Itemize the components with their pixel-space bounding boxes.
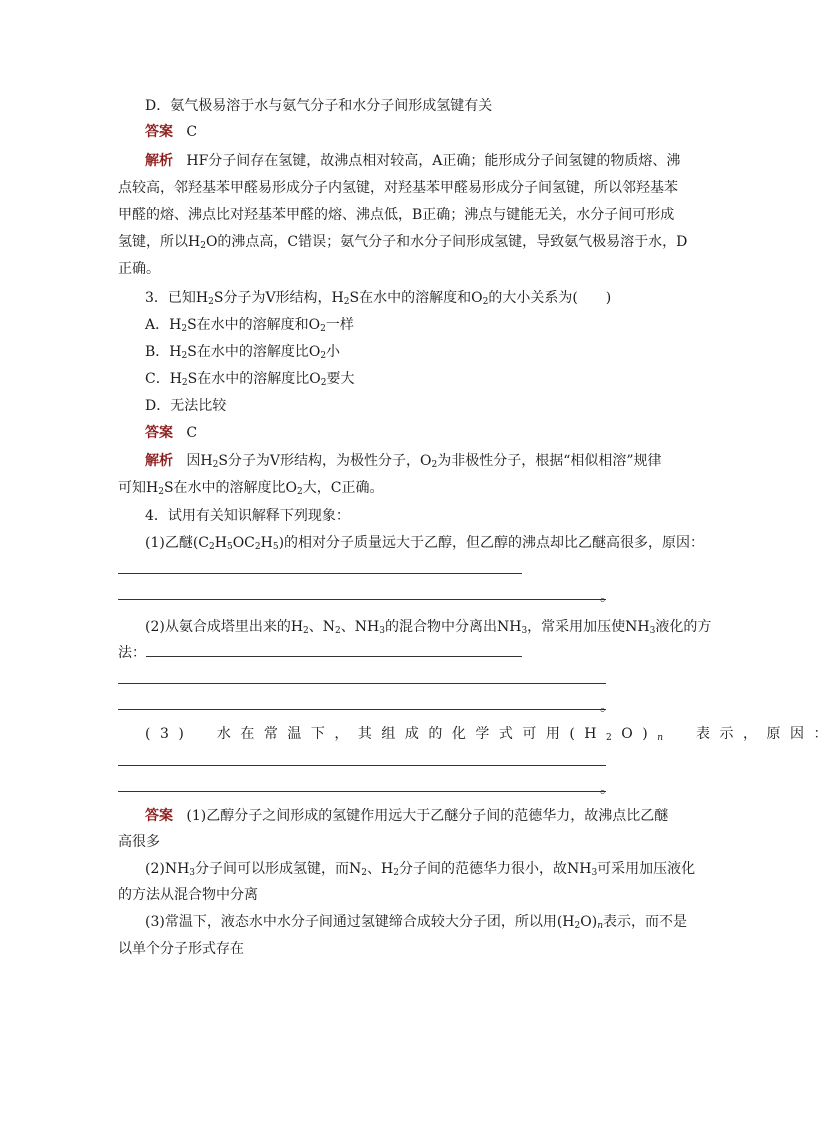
blank-line[interactable] [146,656,522,657]
q4-stem: 4．试用有关知识解释下列现象： [145,508,350,524]
q4-answer-3: (3)常温下，液态水中水分子间通过氢键缔合成较大分子团，所以用$(H_2O)_n$表示，而不是 [145,914,687,931]
q4-part-2: (2)从氨合成塔里出来的$H_2$、$N_2$、$NH_3$的混合物中分离出$NH_3$，常采用加压使$NH_3$液化的方 [145,619,712,636]
blank-line[interactable] [118,765,606,766]
analysis-label: 解析 [145,453,173,469]
q4-answer-1: 答案 (1)乙醇分子之间形成的氢键作用远大于乙醚分子间的范德华力，故沸点比乙醚 [145,808,669,824]
q3-option-a: A．$H_2S$在水中的溶解度和$O_2$一样 [145,317,354,334]
q4-answer-3-cont: 以单个分子形式存在 [118,941,244,957]
q3-option-b: B．$H_2S$在水中的溶解度比$O_2$小 [145,344,341,361]
q4-part-3: (3) 水在常温下，其组成的化学式可用$(H_2O)_n$ 表示，原因： [145,726,837,743]
q3-option-c: C．$H_2S$在水中的溶解度比$O_2$要大 [145,371,355,388]
answer-label: 答案 [145,124,173,140]
q2-analysis-line-2: 点较高，邻羟基苯甲醛易形成分子内氢键，对羟基苯甲醛易形成分子间氢键，所以邻羟基苯 [118,180,678,196]
answer-label: 答案 [145,425,173,441]
q4-answer-1-cont: 高很多 [118,834,160,850]
blank-line[interactable] [118,709,606,710]
q2-analysis-line-4: 氢键，所以$H_2O$的沸点高，C错误；氨气分子和水分子间形成氢键，导致氨气极易溶于水，D [118,234,688,251]
blank-line[interactable] [118,573,522,574]
analysis-label: 解析 [145,153,173,169]
q4-part-2-cont: 法： [118,645,146,661]
q3-answer: 答案 C [145,425,198,441]
blank-line[interactable] [118,599,606,600]
period: 。 [600,699,614,715]
q4-part-1: (1)乙醚$(C_2H_5OC_2H_5)$的相对分子质量远大于乙醇，但乙醇的沸点却比乙醚高很多，原因： [145,535,705,552]
q2-answer: 答案 C [145,124,198,140]
q2-analysis-line-3: 甲醛的熔、沸点比对羟基苯甲醛的熔、沸点低，B正确；沸点与键能无关，水分子间可形成 [118,207,675,223]
q4-answer-2: $(2)NH_3$分子间可以形成氢键，而$N_2$、$H_2$分子间的范德华力很小，故$NH_3$可采用加压液化 [145,861,696,878]
period: 。 [600,589,614,605]
blank-line[interactable] [118,683,606,684]
blank-line[interactable] [118,791,606,792]
period: 。 [600,781,614,797]
q2-analysis-line-5: 正确。 [118,261,160,277]
q4-answer-2-cont: 的方法从混合物中分离 [118,887,258,903]
q3-analysis-line-2: 可知$H_2S$在水中的溶解度比$O_2$大，C正确。 [118,480,384,497]
q2-option-d: D．氨气极易溶于水与氨气分子和水分子间形成氢键有关 [145,98,493,114]
q3-stem: 3．已知$H_2S$分子为V形结构，$H_2S$在水中的溶解度和$O_2$的大小关系为( ) [145,290,612,307]
q3-analysis-line-1: 解析 因$H_2S$分子为V形结构，为极性分子，$O_2$为非极性分子，根据“相似相溶”规律 [145,453,662,470]
q2-analysis-line-1: 解析 HF分子间存在氢键，故沸点相对较高，A正确；能形成分子间氢键的物质熔、沸 [145,153,681,169]
q3-option-d: D．无法比较 [145,398,227,414]
answer-label: 答案 [145,808,173,824]
